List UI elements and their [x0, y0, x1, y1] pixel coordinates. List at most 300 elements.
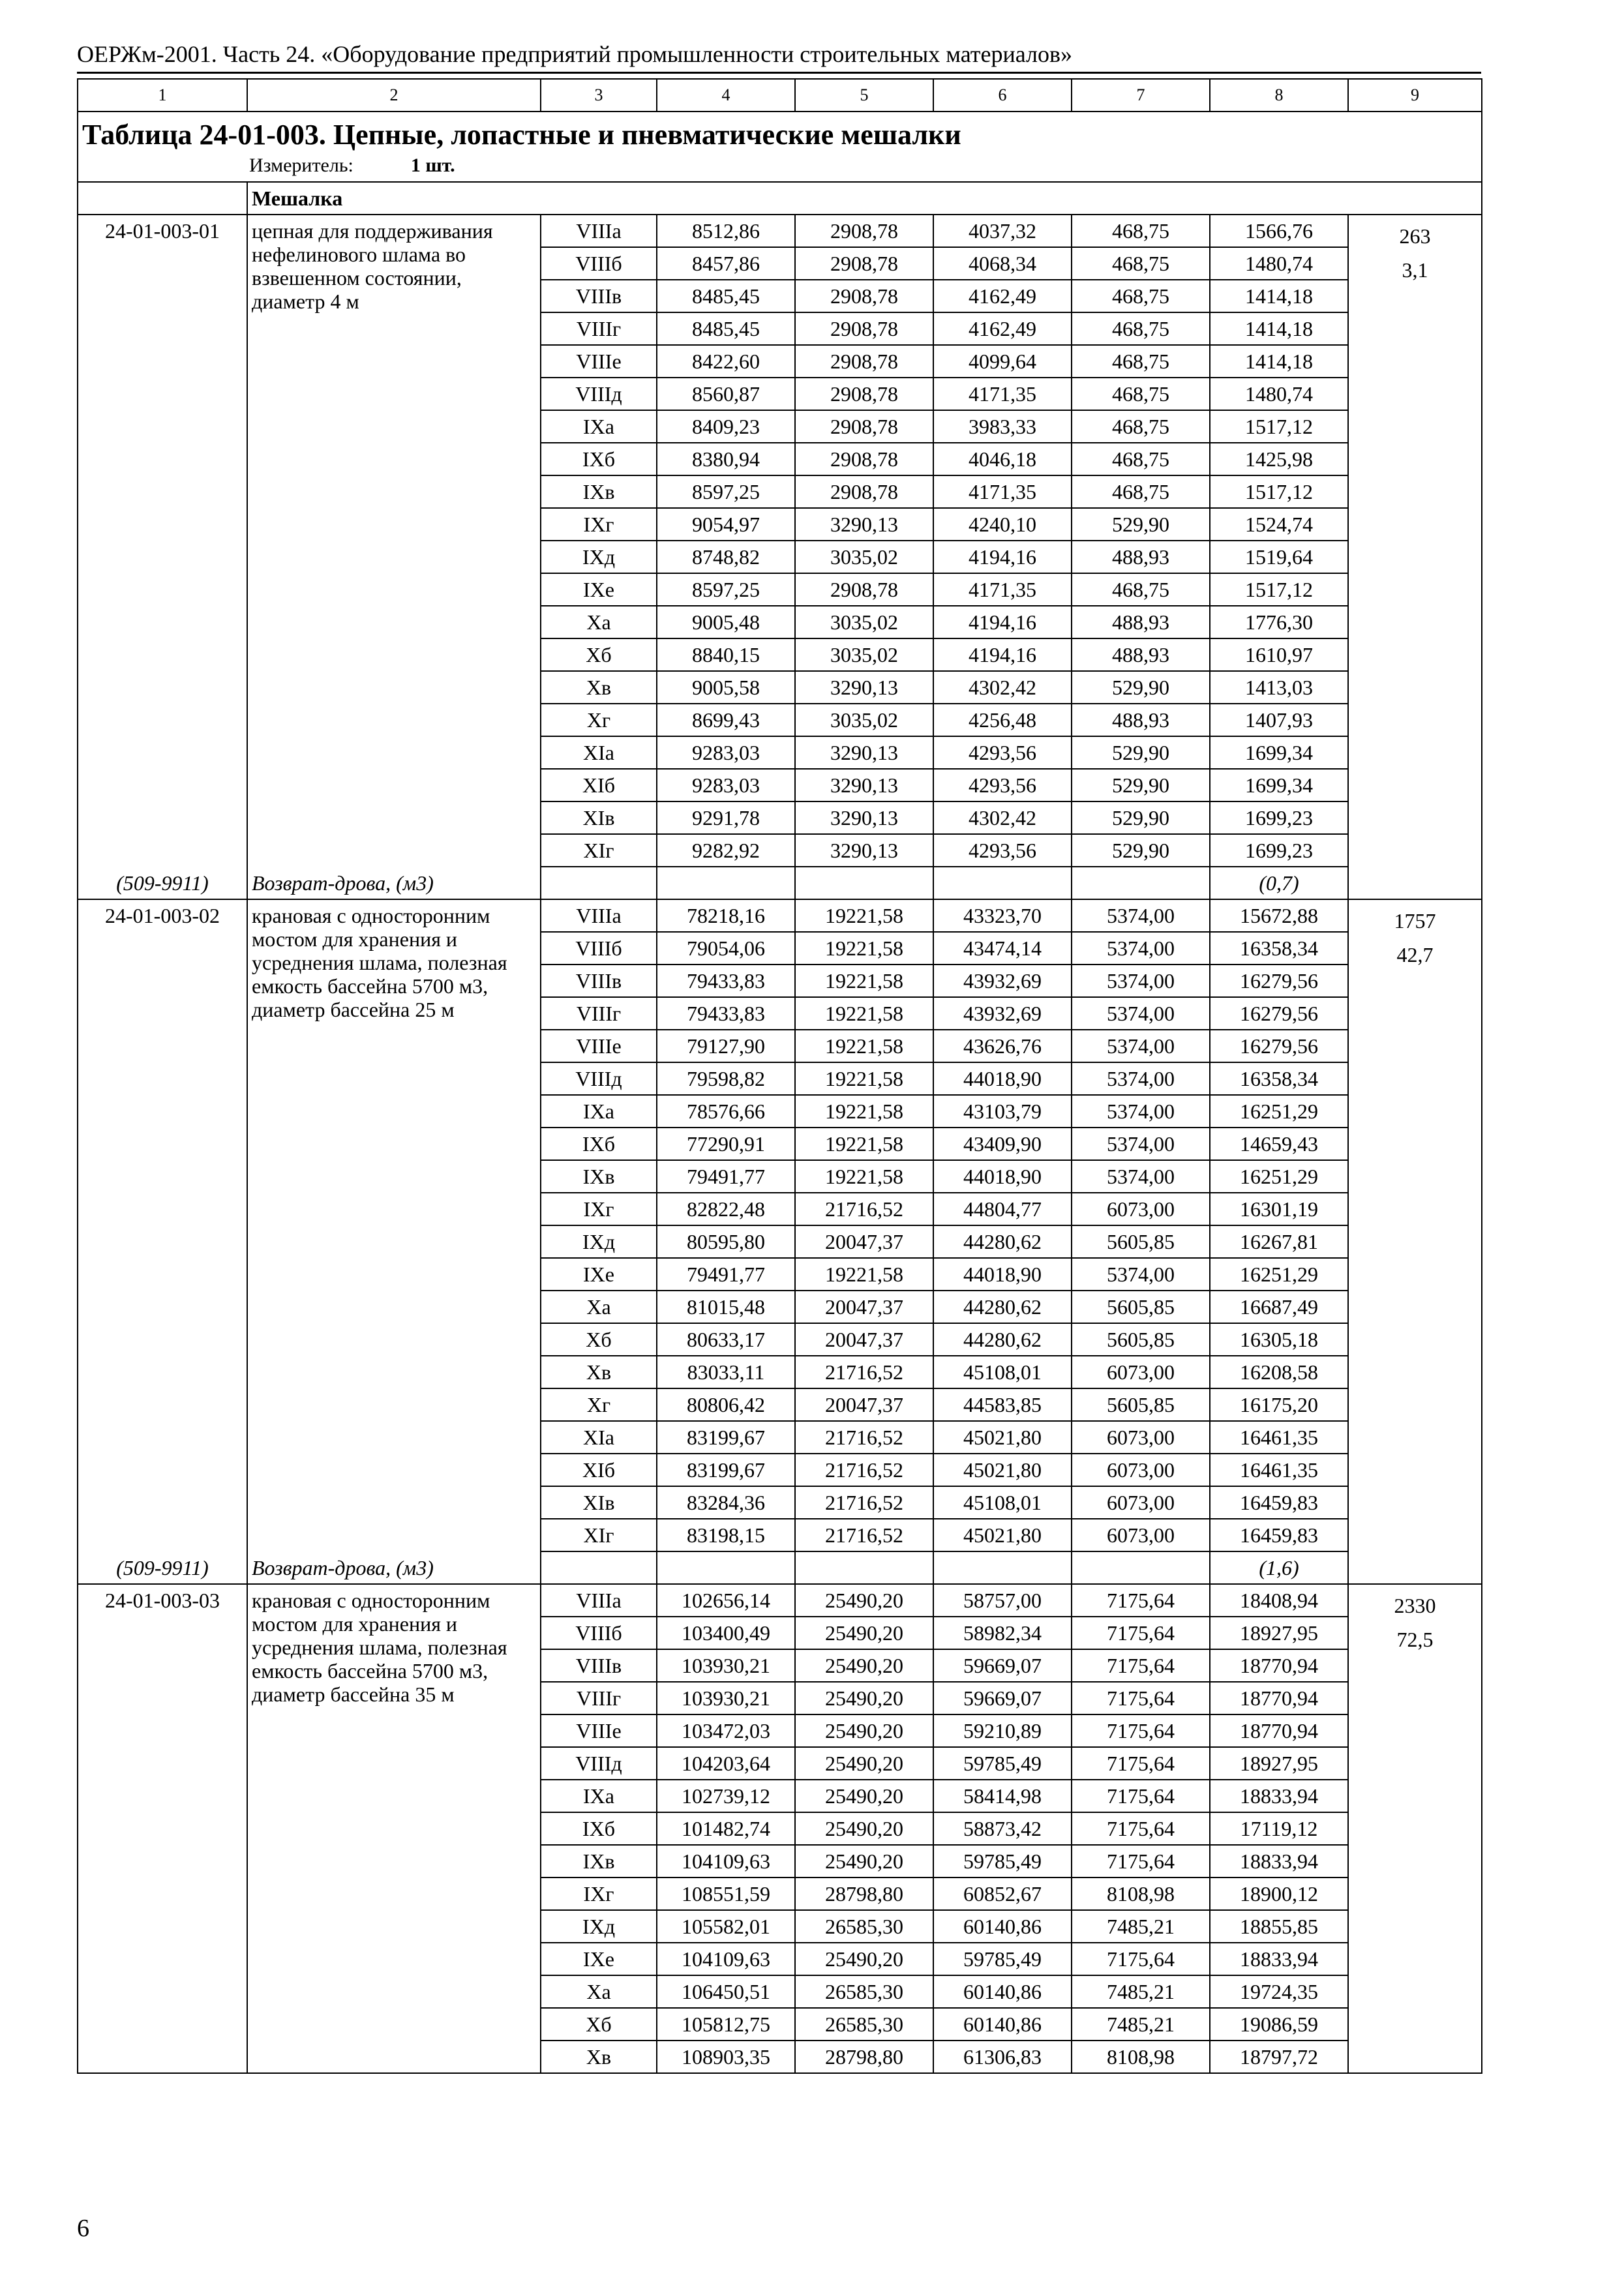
value-cell: 1414,18 [1210, 345, 1348, 378]
table-title-row [78, 112, 1482, 182]
zone-code: IXа [541, 1780, 657, 1812]
extra-cell [1348, 215, 1482, 867]
value-cell: 25490,20 [795, 1780, 933, 1812]
item-description: крановая с односторонним мостом для хранения и усреднения шлама, полезная емкость бассейна 5700 м3, диаметр бассейна 25 м [247, 899, 541, 1551]
column-number: 3 [541, 79, 657, 112]
value-cell: 529,90 [1072, 508, 1210, 541]
value-cell: 4171,35 [933, 475, 1072, 508]
value-cell: 3290,13 [795, 769, 933, 801]
value-cell: 8108,98 [1072, 2041, 1210, 2073]
zone-code: VIIIе [541, 1714, 657, 1747]
value-cell: 4099,64 [933, 345, 1072, 378]
extra-value: 263 [1399, 224, 1431, 248]
value-cell: 58982,34 [933, 1617, 1072, 1649]
value-cell: 1524,74 [1210, 508, 1348, 541]
table-row [78, 215, 1482, 247]
value-cell: 7175,64 [1072, 1780, 1210, 1812]
empty-cell [1348, 867, 1482, 899]
value-cell: 25490,20 [795, 1714, 933, 1747]
value-cell: 9291,78 [657, 801, 795, 834]
value-cell: 20047,37 [795, 1225, 933, 1258]
zone-code: VIIIб [541, 247, 657, 280]
value-cell: 1407,93 [1210, 704, 1348, 736]
value-cell: 7175,64 [1072, 1682, 1210, 1714]
value-cell: 26585,30 [795, 1910, 933, 1943]
value-cell: 4293,56 [933, 769, 1072, 801]
value-cell: 4171,35 [933, 573, 1072, 606]
value-cell: 78576,66 [657, 1095, 795, 1128]
zone-code: IXа [541, 410, 657, 443]
value-cell: 25490,20 [795, 1812, 933, 1845]
zone-code: IXг [541, 1193, 657, 1225]
value-cell: 1480,74 [1210, 378, 1348, 410]
value-cell: 5605,85 [1072, 1388, 1210, 1421]
zone-code: VIIIг [541, 312, 657, 345]
zone-code: Xб [541, 2008, 657, 2041]
empty-cell [541, 867, 657, 899]
item-code: 24-01-003-03 [78, 1584, 247, 2073]
value-cell: 4162,49 [933, 280, 1072, 312]
section-title: Мешалка [247, 182, 1482, 215]
value-cell: 19221,58 [795, 1095, 933, 1128]
empty-cell [933, 867, 1072, 899]
value-cell: 1699,23 [1210, 801, 1348, 834]
value-cell: 529,90 [1072, 736, 1210, 769]
value-cell: 16301,19 [1210, 1193, 1348, 1225]
value-cell: 25490,20 [795, 1584, 933, 1617]
value-cell: 5374,00 [1072, 1258, 1210, 1291]
value-cell: 45021,80 [933, 1519, 1072, 1551]
value-cell: 44018,90 [933, 1160, 1072, 1193]
value-cell: 16251,29 [1210, 1095, 1348, 1128]
value-cell: 20047,37 [795, 1388, 933, 1421]
value-cell: 18927,95 [1210, 1747, 1348, 1780]
zone-code: XIг [541, 834, 657, 867]
header-rule [77, 72, 1481, 74]
zone-code: IXб [541, 1812, 657, 1845]
zone-code: IXд [541, 541, 657, 573]
empty-cell [933, 1551, 1072, 1584]
zone-code: Xг [541, 704, 657, 736]
column-number: 4 [657, 79, 795, 112]
value-cell: 2908,78 [795, 410, 933, 443]
value-cell: 7175,64 [1072, 1584, 1210, 1617]
value-cell: 19221,58 [795, 1258, 933, 1291]
value-cell: 3290,13 [795, 508, 933, 541]
zone-code: Xа [541, 1975, 657, 2008]
value-cell: 103400,49 [657, 1617, 795, 1649]
value-cell: 25490,20 [795, 1682, 933, 1714]
page-header: ОЕРЖм-2001. Часть 24. «Оборудование предприятий промышленности строительных материалов» [77, 41, 1073, 67]
value-cell: 8485,45 [657, 280, 795, 312]
empty-cell [1348, 1551, 1482, 1584]
value-cell: 28798,80 [795, 1878, 933, 1910]
value-cell: 18927,95 [1210, 1617, 1348, 1649]
value-cell: 28798,80 [795, 2041, 933, 2073]
value-cell: 108903,35 [657, 2041, 795, 2073]
value-cell: 1566,76 [1210, 215, 1348, 247]
value-cell: 18855,85 [1210, 1910, 1348, 1943]
value-cell: 4037,32 [933, 215, 1072, 247]
value-cell: 80806,42 [657, 1388, 795, 1421]
value-cell: 4171,35 [933, 378, 1072, 410]
value-cell: 1699,23 [1210, 834, 1348, 867]
zone-code: IXг [541, 508, 657, 541]
return-row [78, 1551, 1482, 1584]
value-cell: 16687,49 [1210, 1291, 1348, 1323]
value-cell: 4293,56 [933, 736, 1072, 769]
value-cell: 79491,77 [657, 1258, 795, 1291]
value-cell: 18833,94 [1210, 1943, 1348, 1975]
value-cell: 1519,64 [1210, 541, 1348, 573]
extra-value: 2330 [1394, 1594, 1436, 1617]
return-value: (1,6) [1210, 1551, 1348, 1584]
zone-code: Xб [541, 638, 657, 671]
zone-code: IXг [541, 1878, 657, 1910]
zone-code: IXд [541, 1910, 657, 1943]
value-cell: 79433,83 [657, 997, 795, 1030]
value-cell: 1480,74 [1210, 247, 1348, 280]
value-cell: 9054,97 [657, 508, 795, 541]
value-cell: 2908,78 [795, 443, 933, 475]
value-cell: 103472,03 [657, 1714, 795, 1747]
value-cell: 6073,00 [1072, 1519, 1210, 1551]
value-cell: 18770,94 [1210, 1714, 1348, 1747]
value-cell: 19221,58 [795, 1062, 933, 1095]
return-row [78, 867, 1482, 899]
extra-value: 1757 [1394, 909, 1436, 933]
section-row [78, 182, 1482, 215]
value-cell: 8512,86 [657, 215, 795, 247]
value-cell: 8597,25 [657, 573, 795, 606]
value-cell: 44804,77 [933, 1193, 1072, 1225]
value-cell: 7175,64 [1072, 1649, 1210, 1682]
value-cell: 9283,03 [657, 736, 795, 769]
value-cell: 43932,69 [933, 965, 1072, 997]
value-cell: 5374,00 [1072, 997, 1210, 1030]
table-title-cell [78, 112, 1482, 182]
value-cell: 44018,90 [933, 1062, 1072, 1095]
value-cell: 6073,00 [1072, 1454, 1210, 1486]
value-cell: 6073,00 [1072, 1486, 1210, 1519]
value-cell: 5605,85 [1072, 1291, 1210, 1323]
value-cell: 7175,64 [1072, 1747, 1210, 1780]
zone-code: VIIIв [541, 1649, 657, 1682]
value-cell: 79598,82 [657, 1062, 795, 1095]
zone-code: IXе [541, 1943, 657, 1975]
value-cell: 5374,00 [1072, 899, 1210, 932]
value-cell: 5374,00 [1072, 1062, 1210, 1095]
value-cell: 77290,91 [657, 1128, 795, 1160]
value-cell: 45021,80 [933, 1454, 1072, 1486]
value-cell: 6073,00 [1072, 1193, 1210, 1225]
value-cell: 16175,20 [1210, 1388, 1348, 1421]
value-cell: 8380,94 [657, 443, 795, 475]
value-cell: 18770,94 [1210, 1649, 1348, 1682]
value-cell: 468,75 [1072, 410, 1210, 443]
empty-cell [795, 1551, 933, 1584]
value-cell: 2908,78 [795, 475, 933, 508]
value-cell: 104203,64 [657, 1747, 795, 1780]
value-cell: 25490,20 [795, 1617, 933, 1649]
value-cell: 8422,60 [657, 345, 795, 378]
value-cell: 59669,07 [933, 1649, 1072, 1682]
return-code: (509-9911) [78, 1551, 247, 1584]
value-cell: 59210,89 [933, 1714, 1072, 1747]
value-cell: 8485,45 [657, 312, 795, 345]
value-cell: 78218,16 [657, 899, 795, 932]
value-cell: 5374,00 [1072, 1030, 1210, 1062]
unit-line [82, 153, 1477, 181]
value-cell: 104109,63 [657, 1845, 795, 1878]
value-cell: 45108,01 [933, 1486, 1072, 1519]
zone-code: Xг [541, 1388, 657, 1421]
value-cell: 7175,64 [1072, 1714, 1210, 1747]
value-cell: 7175,64 [1072, 1812, 1210, 1845]
zone-code: VIIIе [541, 345, 657, 378]
value-cell: 9005,58 [657, 671, 795, 704]
value-cell: 16358,34 [1210, 1062, 1348, 1095]
value-cell: 8409,23 [657, 410, 795, 443]
empty-cell [1072, 867, 1210, 899]
zone-code: IXд [541, 1225, 657, 1258]
return-code: (509-9911) [78, 867, 247, 899]
value-cell: 58873,42 [933, 1812, 1072, 1845]
value-cell: 20047,37 [795, 1291, 933, 1323]
value-cell: 4068,34 [933, 247, 1072, 280]
value-cell: 17119,12 [1210, 1812, 1348, 1845]
value-cell: 5374,00 [1072, 1095, 1210, 1128]
value-cell: 101482,74 [657, 1812, 795, 1845]
value-cell: 19221,58 [795, 1128, 933, 1160]
value-cell: 45021,80 [933, 1421, 1072, 1454]
value-cell: 1610,97 [1210, 638, 1348, 671]
zone-code: IXв [541, 1160, 657, 1193]
value-cell: 2908,78 [795, 280, 933, 312]
value-cell: 6073,00 [1072, 1421, 1210, 1454]
value-cell: 9283,03 [657, 769, 795, 801]
zone-code: VIIIа [541, 1584, 657, 1617]
value-cell: 19221,58 [795, 965, 933, 997]
value-cell: 20047,37 [795, 1323, 933, 1356]
value-cell: 488,93 [1072, 638, 1210, 671]
empty-cell [657, 867, 795, 899]
value-cell: 21716,52 [795, 1519, 933, 1551]
value-cell: 60140,86 [933, 1910, 1072, 1943]
value-cell: 103930,21 [657, 1649, 795, 1682]
zone-code: IXа [541, 1095, 657, 1128]
value-cell: 7175,64 [1072, 1943, 1210, 1975]
value-cell: 16279,56 [1210, 1030, 1348, 1062]
value-cell: 468,75 [1072, 280, 1210, 312]
value-cell: 82822,48 [657, 1193, 795, 1225]
value-cell: 43323,70 [933, 899, 1072, 932]
value-cell: 16358,34 [1210, 932, 1348, 965]
value-cell: 43409,90 [933, 1128, 1072, 1160]
value-cell: 26585,30 [795, 2008, 933, 2041]
table-body [78, 79, 1482, 2073]
return-value: (0,7) [1210, 867, 1348, 899]
value-cell: 25490,20 [795, 1943, 933, 1975]
zone-code: XIа [541, 736, 657, 769]
value-cell: 59785,49 [933, 1943, 1072, 1975]
value-cell: 468,75 [1072, 378, 1210, 410]
value-cell: 1517,12 [1210, 475, 1348, 508]
value-cell: 44280,62 [933, 1291, 1072, 1323]
value-cell: 43474,14 [933, 932, 1072, 965]
zone-code: VIIIб [541, 932, 657, 965]
value-cell: 4293,56 [933, 834, 1072, 867]
value-cell: 2908,78 [795, 215, 933, 247]
column-number: 2 [247, 79, 541, 112]
value-cell: 1425,98 [1210, 443, 1348, 475]
empty-cell [1072, 1551, 1210, 1584]
value-cell: 21716,52 [795, 1486, 933, 1519]
value-cell: 5374,00 [1072, 965, 1210, 997]
value-cell: 529,90 [1072, 769, 1210, 801]
zone-code: VIIIб [541, 1617, 657, 1649]
zone-code: XIб [541, 1454, 657, 1486]
value-cell: 45108,01 [933, 1356, 1072, 1388]
value-cell: 44280,62 [933, 1225, 1072, 1258]
value-cell: 4240,10 [933, 508, 1072, 541]
value-cell: 83199,67 [657, 1454, 795, 1486]
zone-code: VIIIд [541, 1747, 657, 1780]
value-cell: 9282,92 [657, 834, 795, 867]
value-cell: 16208,58 [1210, 1356, 1348, 1388]
zone-code: VIIIд [541, 1062, 657, 1095]
value-cell: 1414,18 [1210, 312, 1348, 345]
value-cell: 3290,13 [795, 671, 933, 704]
zone-code: Xв [541, 1356, 657, 1388]
value-cell: 44018,90 [933, 1258, 1072, 1291]
zone-code: VIIIг [541, 1682, 657, 1714]
value-cell: 80595,80 [657, 1225, 795, 1258]
value-cell: 80633,17 [657, 1323, 795, 1356]
value-cell: 529,90 [1072, 801, 1210, 834]
value-cell: 19724,35 [1210, 1975, 1348, 2008]
column-number: 9 [1348, 79, 1482, 112]
item-code: 24-01-003-02 [78, 899, 247, 1551]
value-cell: 468,75 [1072, 573, 1210, 606]
value-cell: 106450,51 [657, 1975, 795, 2008]
value-cell: 21716,52 [795, 1454, 933, 1486]
value-cell: 2908,78 [795, 247, 933, 280]
zone-code: Xв [541, 2041, 657, 2073]
value-cell: 102656,14 [657, 1584, 795, 1617]
value-cell: 488,93 [1072, 606, 1210, 638]
value-cell: 18408,94 [1210, 1584, 1348, 1617]
value-cell: 1517,12 [1210, 573, 1348, 606]
zone-code: VIIIв [541, 965, 657, 997]
value-cell: 1517,12 [1210, 410, 1348, 443]
value-cell: 16251,29 [1210, 1160, 1348, 1193]
value-cell: 105812,75 [657, 2008, 795, 2041]
zone-code: VIIIе [541, 1030, 657, 1062]
value-cell: 18833,94 [1210, 1780, 1348, 1812]
value-cell: 58414,98 [933, 1780, 1072, 1812]
value-cell: 4256,48 [933, 704, 1072, 736]
value-cell: 59669,07 [933, 1682, 1072, 1714]
value-cell: 8748,82 [657, 541, 795, 573]
column-number: 1 [78, 79, 247, 112]
value-cell: 58757,00 [933, 1584, 1072, 1617]
column-number: 5 [795, 79, 933, 112]
value-cell: 103930,21 [657, 1682, 795, 1714]
value-cell: 21716,52 [795, 1421, 933, 1454]
value-cell: 8840,15 [657, 638, 795, 671]
value-cell: 5374,00 [1072, 932, 1210, 965]
extra-value: 72,5 [1396, 1628, 1434, 1651]
value-cell: 6073,00 [1072, 1356, 1210, 1388]
value-cell: 468,75 [1072, 247, 1210, 280]
zone-code: XIв [541, 1486, 657, 1519]
value-cell: 4046,18 [933, 443, 1072, 475]
zone-code: XIв [541, 801, 657, 834]
value-cell: 81015,48 [657, 1291, 795, 1323]
value-cell: 25490,20 [795, 1747, 933, 1780]
zone-code: XIа [541, 1421, 657, 1454]
value-cell: 43626,76 [933, 1030, 1072, 1062]
value-cell: 3035,02 [795, 638, 933, 671]
value-cell: 83033,11 [657, 1356, 795, 1388]
value-cell: 16461,35 [1210, 1454, 1348, 1486]
value-cell: 44280,62 [933, 1323, 1072, 1356]
value-cell: 4194,16 [933, 541, 1072, 573]
value-cell: 60140,86 [933, 2008, 1072, 2041]
table-row [78, 899, 1482, 932]
value-cell: 79491,77 [657, 1160, 795, 1193]
value-cell: 18900,12 [1210, 1878, 1348, 1910]
value-cell: 83198,15 [657, 1519, 795, 1551]
zone-code: IXв [541, 1845, 657, 1878]
value-cell: 468,75 [1072, 475, 1210, 508]
value-cell: 79127,90 [657, 1030, 795, 1062]
value-cell: 8597,25 [657, 475, 795, 508]
value-cell: 16459,83 [1210, 1519, 1348, 1551]
column-number: 6 [933, 79, 1072, 112]
return-label: Возврат-дрова, (м3) [247, 867, 541, 899]
value-cell: 7485,21 [1072, 1910, 1210, 1943]
zone-code: IXе [541, 573, 657, 606]
zone-code: IXб [541, 1128, 657, 1160]
zone-code: Xа [541, 1291, 657, 1323]
value-cell: 488,93 [1072, 541, 1210, 573]
empty-cell [657, 1551, 795, 1584]
value-cell: 25490,20 [795, 1845, 933, 1878]
value-cell: 3983,33 [933, 410, 1072, 443]
value-cell: 1699,34 [1210, 769, 1348, 801]
value-cell: 18833,94 [1210, 1845, 1348, 1878]
value-cell: 16279,56 [1210, 997, 1348, 1030]
value-cell: 5605,85 [1072, 1225, 1210, 1258]
value-cell: 18797,72 [1210, 2041, 1348, 2073]
value-cell: 16459,83 [1210, 1486, 1348, 1519]
column-number: 7 [1072, 79, 1210, 112]
value-cell: 105582,01 [657, 1910, 795, 1943]
value-cell: 102739,12 [657, 1780, 795, 1812]
value-cell: 25490,20 [795, 1649, 933, 1682]
value-cell: 16305,18 [1210, 1323, 1348, 1356]
value-cell: 9005,48 [657, 606, 795, 638]
table-title: Таблица 24-01-003. Цепные, лопастные и пневматические мешалки [82, 119, 961, 151]
value-cell: 43932,69 [933, 997, 1072, 1030]
value-cell: 3035,02 [795, 606, 933, 638]
zone-code: VIIIв [541, 280, 657, 312]
zone-code: XIб [541, 769, 657, 801]
value-cell: 3290,13 [795, 834, 933, 867]
value-cell: 19221,58 [795, 997, 933, 1030]
